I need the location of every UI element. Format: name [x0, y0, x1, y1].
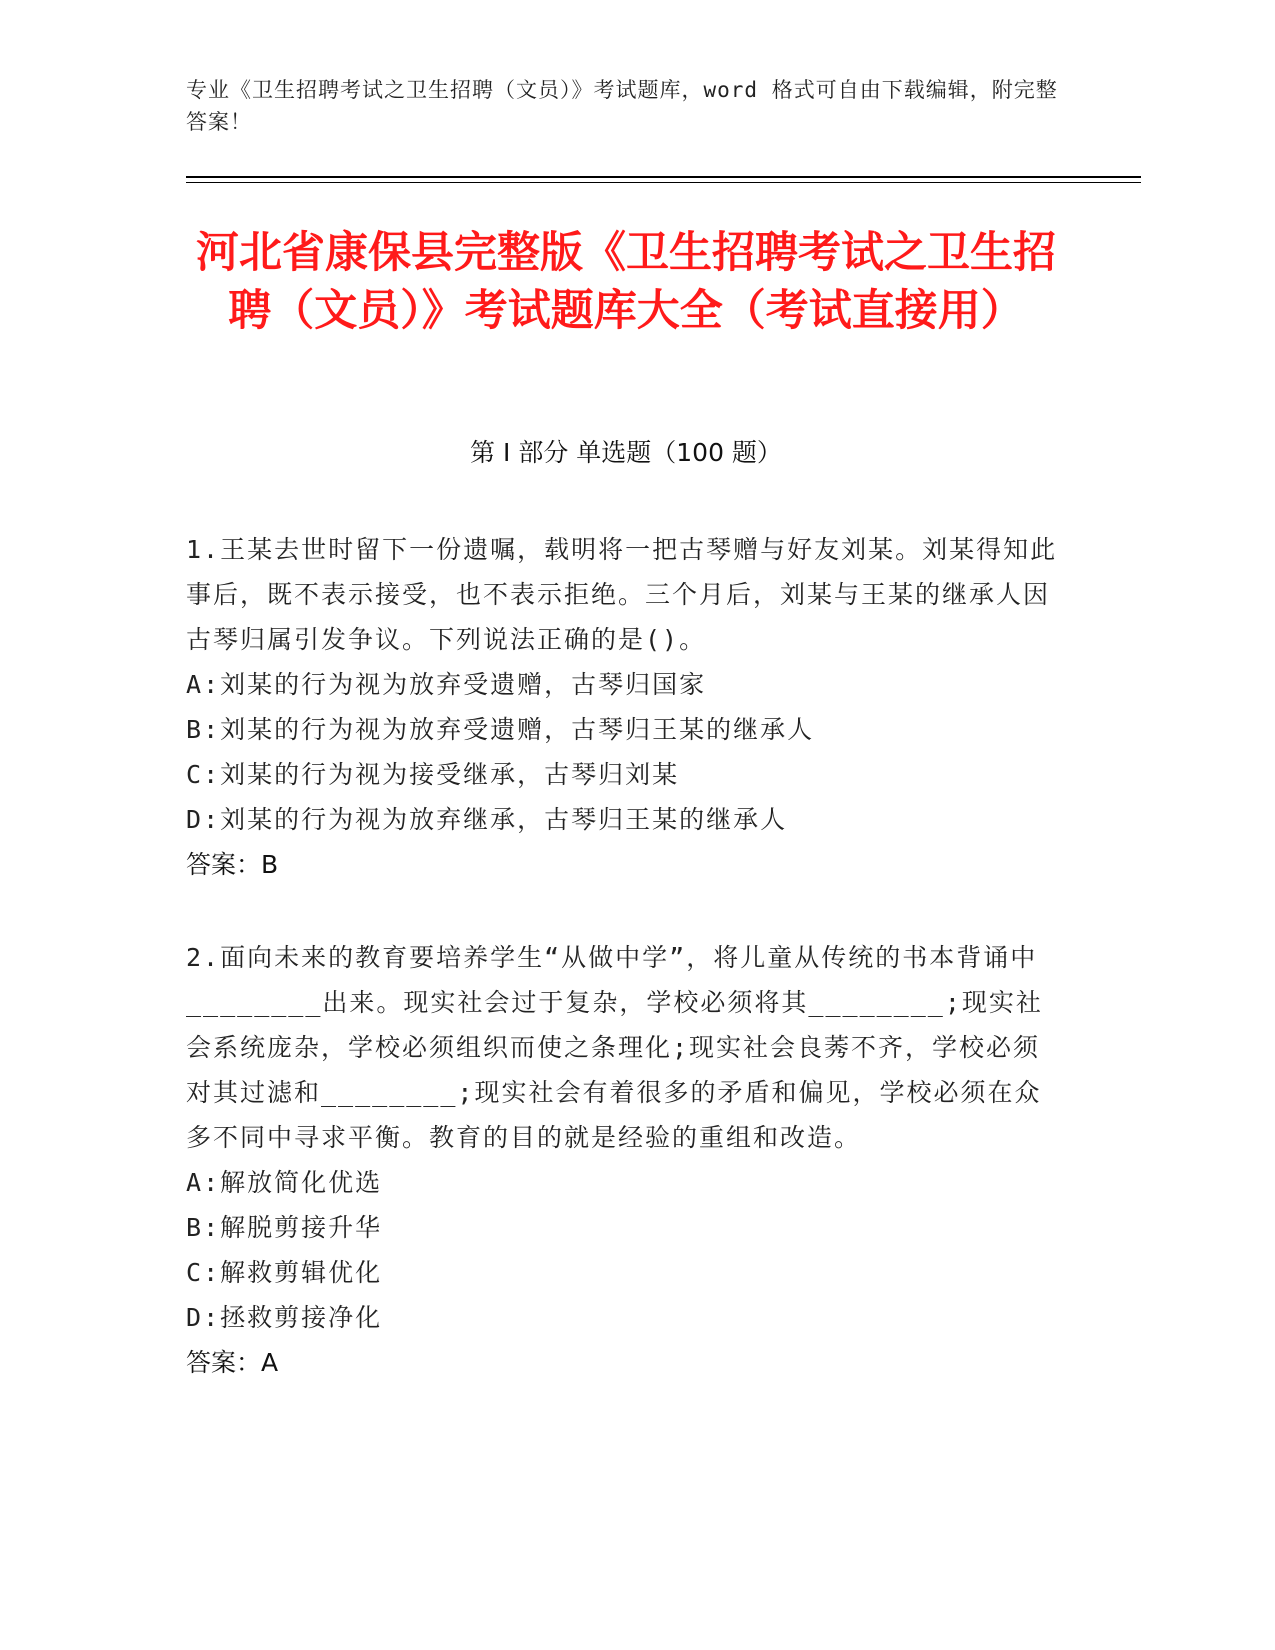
option-key: B	[186, 1213, 204, 1242]
header-note: 专业《卫生招聘考试之卫生招聘（文员）》考试题库，word 格式可自由下载编辑，附完整答案！	[186, 78, 1058, 134]
option-separator: :	[203, 1303, 221, 1332]
option-separator: :	[203, 805, 221, 834]
option-text: 刘某的行为视为放弃继承，古琴归王某的继承人	[220, 805, 788, 834]
option-separator: :	[203, 670, 221, 699]
option-d	[186, 1295, 1066, 1340]
option-text: 刘某的行为视为放弃受遗赠，古琴归国家	[220, 670, 707, 699]
question-stem: 2.面向未来的教育要培养学生“从做中学”，将儿童从传统的书本背诵中________出来。现实社会过于复杂，学校必须将其________;现实社会系统庞杂，学校必须组织而使之条理化;现实社会良莠不齐，学校必须对其过滤和________;现实社会有着很多的矛盾和偏见，学校必须在众多不同中寻求平衡。教育的目的就是经验的重组和改造。	[186, 943, 1043, 1152]
question-stem: 1.王某去世时留下一份遗嘱，载明将一把古琴赠与好友刘某。刘某得知此事后，既不表示接受，也不表示拒绝。三个月后，刘某与王某的继承人因古琴归属引发争议。下列说法正确的是()。	[186, 535, 1058, 654]
option-key: C	[186, 760, 204, 789]
option-separator: :	[203, 1258, 221, 1287]
option-c	[186, 1250, 1066, 1295]
header-divider-thick	[186, 176, 1141, 178]
option-key: A	[186, 1168, 204, 1197]
option-b	[186, 707, 1066, 752]
option-separator: :	[203, 760, 221, 789]
question-item	[186, 935, 1066, 1385]
section-title: 第 I 部分 单选题（100 题）	[470, 438, 782, 467]
option-separator: :	[203, 1213, 221, 1242]
header-divider-thin	[186, 182, 1141, 183]
option-key: B	[186, 715, 204, 744]
option-key: C	[186, 1258, 204, 1287]
option-a	[186, 662, 1066, 707]
option-text: 拯救剪接净化	[220, 1303, 383, 1332]
option-separator: :	[203, 715, 221, 744]
option-b	[186, 1205, 1066, 1250]
option-text: 刘某的行为视为放弃受遗赠，古琴归王某的继承人	[220, 715, 815, 744]
option-text: 解救剪辑优化	[220, 1258, 383, 1287]
answer-line: 答案：B	[186, 850, 279, 879]
option-separator: :	[203, 1168, 221, 1197]
answer-line: 答案：A	[186, 1348, 279, 1377]
option-key: D	[186, 1303, 204, 1332]
question-item	[186, 527, 1066, 887]
option-c	[186, 752, 1066, 797]
document-title: 河北省康保县完整版《卫生招聘考试之卫生招聘（文员）》考试题库大全（考试直接用）	[196, 228, 1056, 336]
option-a	[186, 1160, 1066, 1205]
option-key: D	[186, 805, 204, 834]
option-text: 刘某的行为视为接受继承，古琴归刘某	[220, 760, 680, 789]
option-d	[186, 797, 1066, 842]
option-text: 解脱剪接升华	[220, 1213, 383, 1242]
option-key: A	[186, 670, 204, 699]
option-text: 解放简化优选	[220, 1168, 383, 1197]
